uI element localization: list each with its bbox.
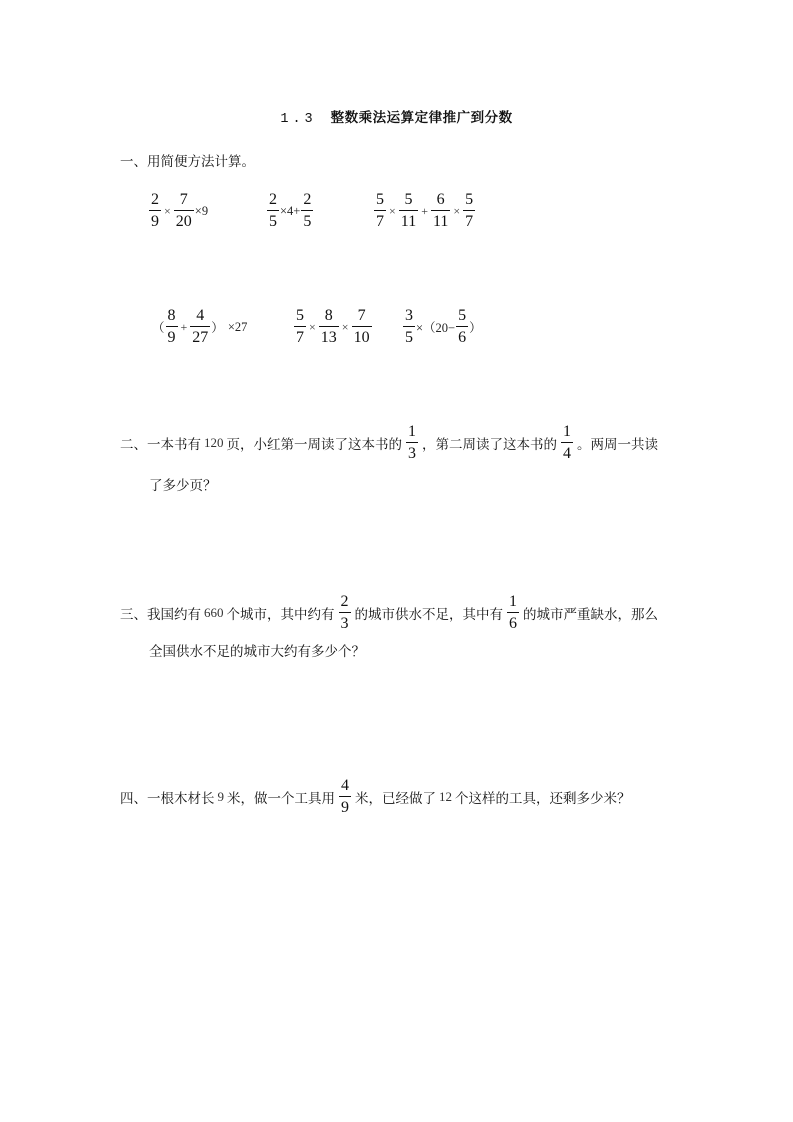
fraction: $\frac{7}{20}$: [175, 191, 192, 230]
fraction: $\frac{5}{7}$: [465, 191, 474, 230]
fraction: $\frac{2}{5}$: [269, 191, 277, 230]
question-4: 四、一根木材长 9 米，做一个工具用 $\frac{4}{9}$ 米，已经做了 12 个这样的工具，还剩多少米？: [120, 777, 631, 816]
question-2-line2: 了多少页？: [149, 478, 217, 494]
fraction: $\frac{8}{9}$: [167, 307, 176, 346]
section-number: 1.3: [280, 112, 317, 127]
fraction: $\frac{5}{7}$: [376, 191, 384, 230]
expression-2-2: $\frac{5}{7}$ × $\frac{8}{13}$ × $\frac{7}{10}$: [296, 307, 370, 346]
fraction: $\frac{3}{5}$: [405, 307, 413, 346]
fraction: $\frac{2}{9}$: [151, 191, 159, 230]
fraction: $\frac{7}{10}$: [353, 307, 370, 346]
fraction: $\frac{1}{3}$: [408, 423, 416, 462]
fraction: $\frac{5}{7}$: [296, 307, 304, 346]
expression-1-3: $\frac{5}{7}$ × $\frac{5}{11}$ + $\frac{6}{11}$ × $\frac{5}{7}$: [376, 191, 474, 230]
fraction: $\frac{1}{6}$: [509, 593, 517, 632]
expression-1-1: $\frac{2}{9}$ × $\frac{7}{20}$ ×9: [151, 191, 209, 230]
fraction: $\frac{4}{9}$: [341, 777, 349, 816]
title-text: 整数乘法运算定律推广到分数: [330, 110, 513, 126]
question-2: 二、一本书有 120 页，小红第一周读了这本书的 $\frac{1}{3}$ ，第二周读了这本书的 $\frac{1}{4}$ 。两周一共读: [120, 423, 658, 462]
fraction: $\frac{2}{5}$: [303, 191, 312, 230]
expression-2-1: （ $\frac{8}{9}$ + $\frac{4}{27}$ ） ×27: [152, 307, 248, 346]
fraction: $\frac{5}{6}$: [458, 307, 467, 346]
fraction: $\frac{2}{3}$: [340, 593, 349, 632]
section1-heading: 一、用简便方法计算。: [120, 154, 255, 170]
question-3-line2: 全国供水不足的城市大约有多少个？: [149, 644, 365, 660]
question-3: 三、我国约有 660 个城市，其中约有 $\frac{2}{3}$ 的城市供水不足，其中有 $\frac{1}{6}$ 的城市严重缺水，那么: [120, 593, 658, 632]
fraction: $\frac{5}{11}$: [400, 191, 417, 230]
expression-1-2: $\frac{2}{5}$ ×4+ $\frac{2}{5}$: [269, 191, 312, 230]
expression-2-3: $\frac{3}{5}$ ×（20− $\frac{5}{6}$ ）: [405, 307, 482, 346]
fraction: $\frac{1}{4}$: [563, 423, 571, 462]
fraction: $\frac{4}{27}$: [192, 307, 209, 346]
fraction: $\frac{8}{13}$: [320, 307, 337, 346]
page-title: [0, 106, 793, 127]
fraction: $\frac{6}{11}$: [432, 191, 449, 230]
